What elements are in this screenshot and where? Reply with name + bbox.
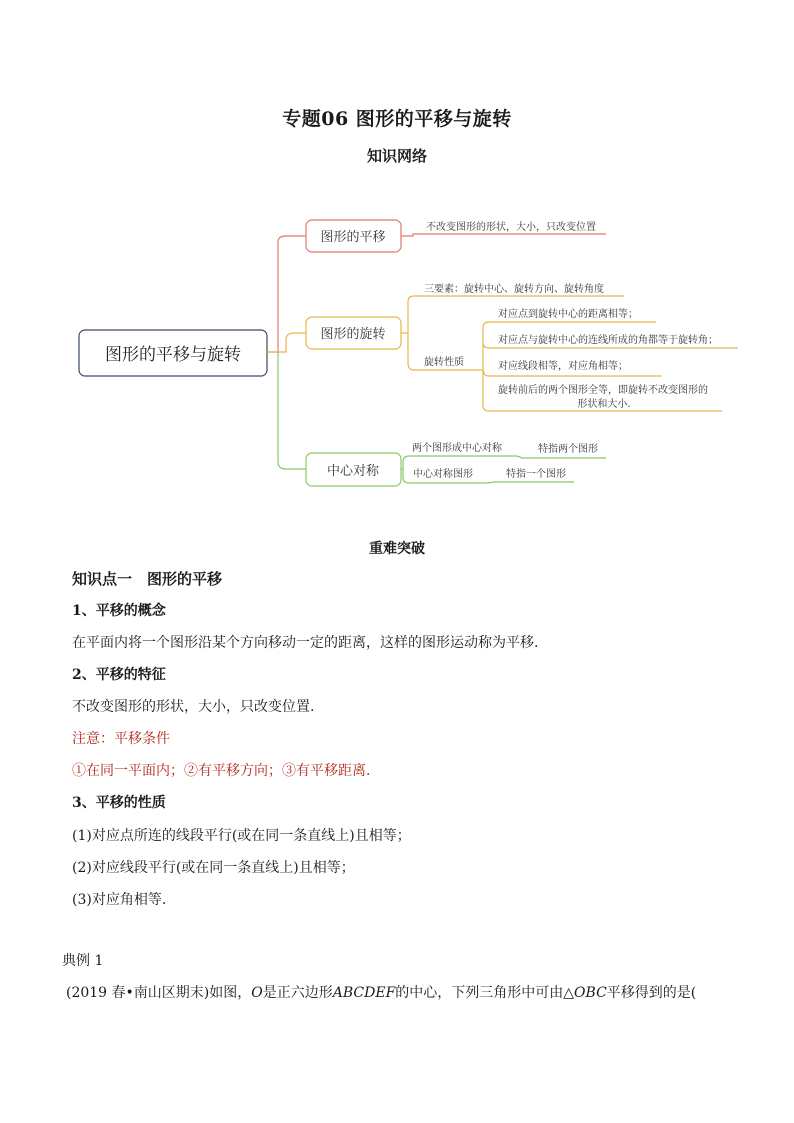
central-desc-2: 特指一个图形	[506, 469, 566, 480]
rotation-elements: 三要素：旋转中心、旋转方向、旋转角度	[424, 284, 604, 295]
central-underline-1	[412, 456, 606, 458]
central-desc-1: 特指两个图形	[538, 444, 598, 455]
property-2: (2)对应线段平行(或在同一条直线上)且相等；	[72, 860, 355, 876]
rotation-property-4a: 旋转前后的两个图形全等，即旋转不改变图形的	[498, 385, 708, 396]
connector-central	[278, 352, 306, 469]
subtitle: 知识网络	[366, 147, 427, 165]
connector-translation	[267, 236, 306, 352]
property-3: (3)对应角相等.	[72, 892, 167, 908]
point-o: O	[251, 985, 263, 1001]
concept-heading: 1、平移的概念	[72, 603, 166, 619]
central-label: 中心对称	[326, 464, 380, 479]
rotation-label: 图形的旋转	[320, 327, 386, 342]
connector-rotation	[267, 333, 306, 352]
example-question	[66, 982, 696, 1002]
knowledge-point-heading: 知识点一 图形的平移	[72, 570, 223, 588]
section-title: 重难突破	[369, 541, 425, 557]
rotation-property-1: 对应点到旋转中心的距离相等；	[498, 309, 638, 320]
note-body: ①在同一平面内；②有平移方向；③有平移距离.	[72, 763, 371, 779]
root-label: 图形的平移与旋转	[105, 345, 241, 365]
page-title: 专题06 图形的平移与旋转	[282, 108, 512, 130]
question-part-d: 平移得到的是(	[606, 985, 697, 1001]
translation-detail-line	[401, 234, 606, 236]
question-part-a: (2019 春•南山区期末)如图，	[66, 985, 252, 1001]
rotation-property-4b: 形状和大小.	[577, 399, 631, 410]
rotation-property-3: 对应线段相等，对应角相等；	[498, 361, 628, 372]
central-term-2: 中心对称图形	[413, 469, 473, 480]
central-underline-2	[412, 482, 574, 483]
property-1: (1)对应点所连的线段平行(或在同一条直线上)且相等；	[72, 828, 411, 844]
example-label: 典例 1	[62, 953, 104, 969]
feature-text: 不改变图形的形状，大小，只改变位置.	[72, 699, 315, 715]
property-connector	[483, 322, 492, 411]
rotation-property-label: 旋转性质	[424, 357, 464, 368]
feature-heading: 2、平移的特征	[72, 667, 166, 683]
central-term-1: 两个图形成中心对称	[412, 443, 502, 454]
translation-detail: 不改变图形的形状，大小，只改变位置	[426, 222, 596, 233]
concept-text: 在平面内将一个图形沿某个方向移动一定的距离，这样的图形运动称为平移.	[72, 635, 539, 651]
note-title: 注意：平移条件	[72, 731, 170, 747]
rotation-property-2: 对应点与旋转中心的连线所成的角都等于旋转角；	[498, 335, 718, 346]
rotation-connector	[401, 296, 418, 370]
translation-label: 图形的平移	[320, 230, 386, 245]
triangle-name: △OBC	[563, 985, 607, 1001]
mind-map	[0, 200, 794, 500]
question-part-b: 是正六边形	[262, 985, 333, 1001]
property-heading: 3、平移的性质	[72, 795, 166, 811]
hexagon-name: ABCDEF	[332, 985, 396, 1001]
question-part-c: 的中心，下列三角形中可由	[395, 985, 564, 1001]
central-connector	[401, 456, 412, 483]
